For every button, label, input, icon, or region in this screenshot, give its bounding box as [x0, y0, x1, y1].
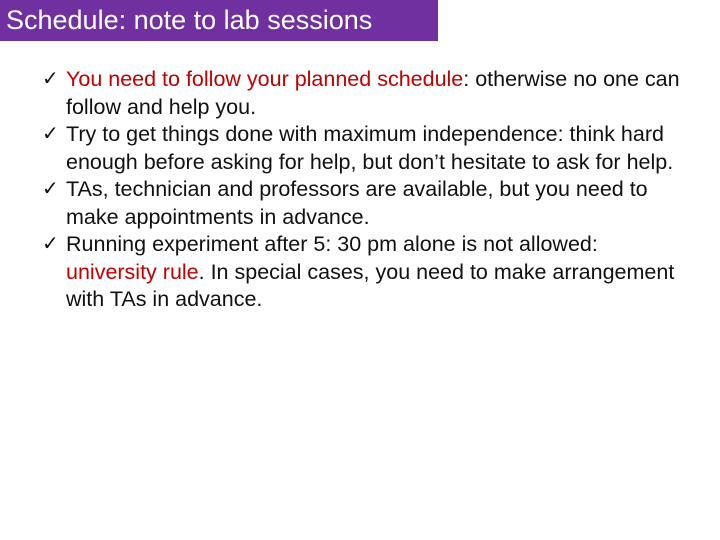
bullet-item — [42, 176, 692, 231]
bullet-text: Running experiment after 5: 30 pm alone is not allowed: — [66, 232, 598, 256]
bullet-item — [42, 121, 692, 176]
checkmark-icon: ✓ — [42, 123, 59, 145]
bullet-text: : otherwise no one can follow and help you. — [66, 67, 680, 119]
slide-title: Schedule: note to lab sessions — [0, 0, 438, 41]
bullet-item — [42, 231, 692, 314]
bullet-text: . In special cases, you need to make arrangement with TAs in advance. — [66, 259, 675, 311]
bullet-list — [42, 66, 692, 314]
checkmark-icon: ✓ — [42, 233, 59, 255]
bullet-item — [42, 66, 692, 121]
bullet-text: TAs, technician and professors are available, but you need to make appointments in advance. — [66, 177, 648, 229]
bullet-text: Try to get things done with maximum independence: think hard enough before asking for help, but don’t hesitate to ask for help. — [66, 122, 674, 174]
bullet-highlight: university rule — [66, 259, 199, 284]
checkmark-icon: ✓ — [42, 178, 59, 200]
bullet-highlight: You need to follow your planned schedule — [66, 67, 464, 91]
checkmark-icon: ✓ — [42, 68, 59, 90]
